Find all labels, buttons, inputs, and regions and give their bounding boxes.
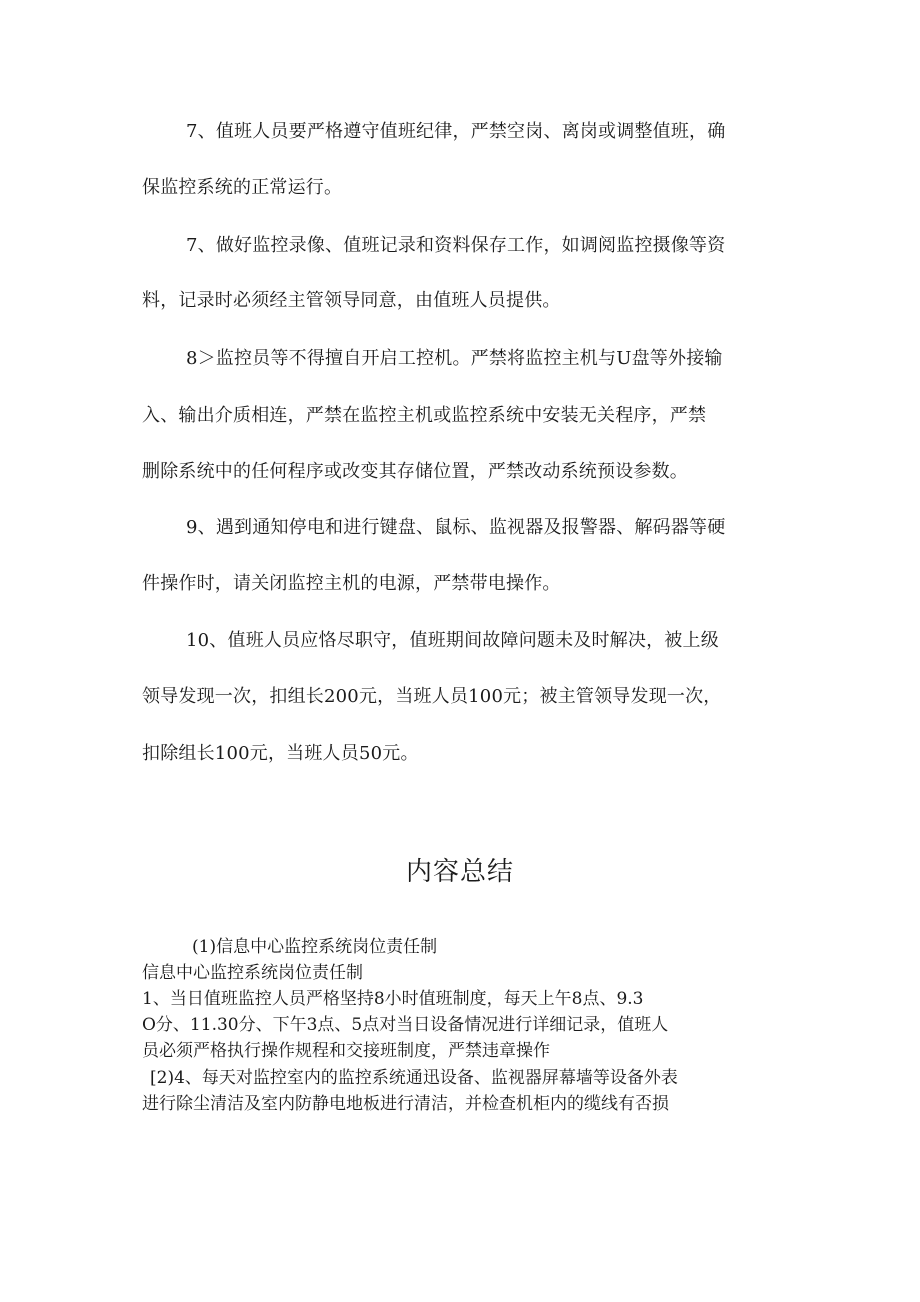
rule-7a-line-1: 7、值班人员要严格遵守值班纪律，严禁空岗、离岗或调整值班，确 — [186, 121, 726, 142]
summary-line: (1)信息中心监控系统岗位责任制 — [192, 937, 438, 957]
summary-line: O分、11.30分、下午3点、5点对当日设备情况进行详细记录，值班人 — [142, 1015, 669, 1035]
summary-line: 进行除尘清洁及室内防静电地板进行清洁，并检查机柜内的缆线有否损 — [142, 1094, 669, 1114]
rule-10-line-3: 扣除组长100元，当班人员50元。 — [142, 743, 419, 764]
rule-8-line-2: 入、输出介质相连，严禁在监控主机或监控系统中安装无关程序，严禁 — [142, 405, 707, 426]
summary-line: 1、当日值班监控人员严格坚持8小时值班制度，每天上午8点、9.3 — [142, 989, 644, 1009]
rule-9-line-2: 件操作时，请关闭监控主机的电源，严禁带电操作。 — [142, 573, 561, 594]
rule-10-line-1: 10、值班人员应恪尽职守，值班期间故障问题未及时解决，被上级 — [186, 630, 719, 651]
rule-10-line-2: 领导发现一次，扣组长200元，当班人员100元；被主管领导发现一次， — [142, 686, 722, 707]
summary-line: 信息中心监控系统岗位责任制 — [142, 963, 363, 983]
summary-line: 员必须严格执行操作规程和交接班制度，严禁违章操作 — [142, 1041, 550, 1061]
rule-9-line-1: 9、遇到通知停电和进行键盘、鼠标、监视器及报警器、解码器等硬 — [186, 517, 726, 538]
rule-8-line-1: 8＞监控员等不得擅自开启工控机。严禁将监控主机与U盘等外接输 — [186, 348, 723, 369]
summary-title: 内容总结 — [405, 857, 514, 887]
summary-line: [2)4、每天对监控室内的监控系统通迅设备、监视器屏幕墙等设备外表 — [150, 1068, 678, 1088]
rule-7b-line-2: 料，记录时必须经主管领导同意，由值班人员提供。 — [142, 290, 561, 311]
rule-7b-line-1: 7、做好监控录像、值班记录和资料保存工作，如调阅监控摄像等资 — [186, 235, 726, 256]
rule-7a-line-2: 保监控系统的正常运行。 — [142, 177, 343, 198]
rule-8-line-3: 删除系统中的任何程序或改变其存储位置，严禁改动系统预设参数。 — [142, 461, 688, 482]
